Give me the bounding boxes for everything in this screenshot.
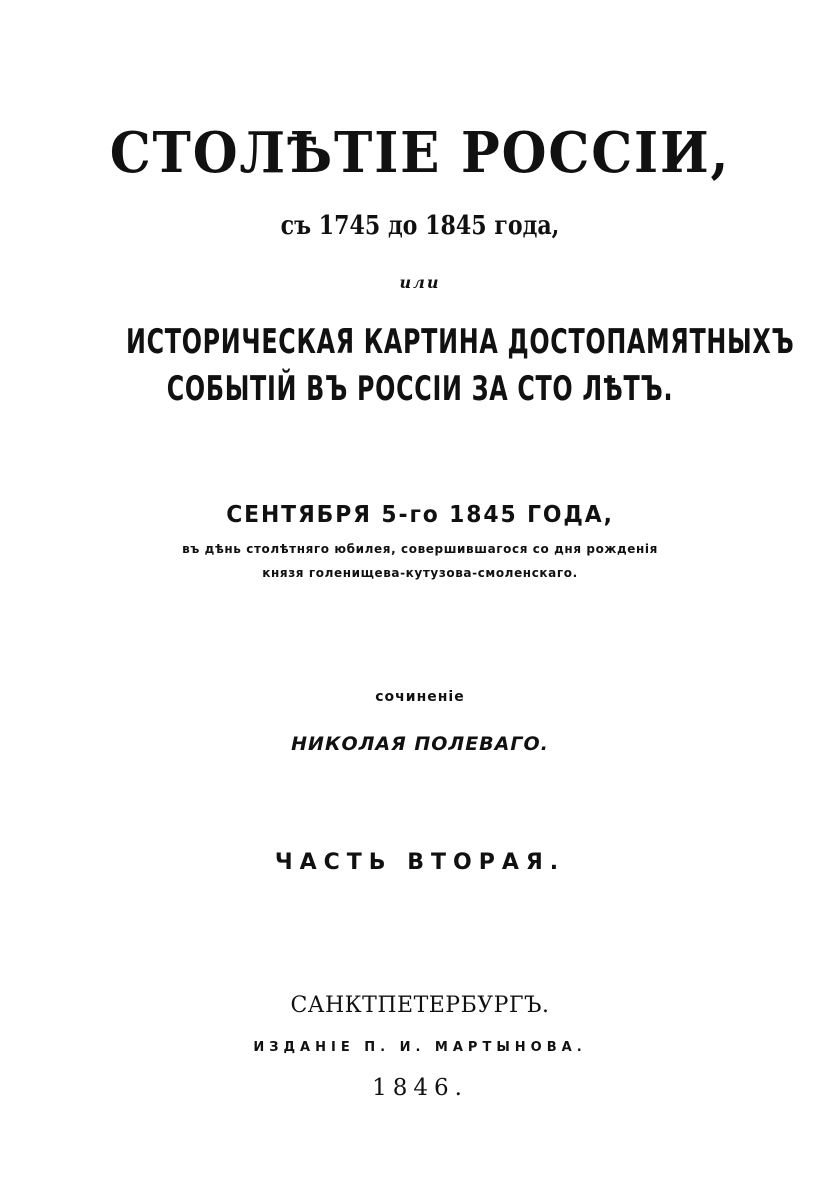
work-label: сочиненіе — [375, 689, 465, 705]
jubilee-line-2: князя голенищева-кутузова-смоленскаго. — [262, 566, 578, 580]
jubilee-line-1: въ дѣнь столѣтняго юбилея, совершившагося со дня рожденія — [182, 542, 658, 556]
author-name: НИКОЛАЯ ПОЛЕВАГО. — [291, 733, 549, 755]
or-line: или — [399, 273, 441, 292]
date-line: СЕНТЯБРЯ 5-го 1845 ГОДА, — [226, 502, 614, 528]
publisher-line: ИЗДАНІЕ П. И. МАРТЫНОВА. — [253, 1040, 587, 1055]
book-title: СТОЛѢТІЕ РОССІИ, — [109, 120, 731, 186]
subtitle-line-1: ИСТОРИЧЕСКАЯ КАРТИНА ДОСТОПАМЯТНЫХЪ — [126, 322, 795, 362]
part-label: ЧАСТЬ ВТОРАЯ. — [274, 850, 566, 875]
publication-year: 1846. — [372, 1075, 468, 1101]
subtitle-line-2: СОБЫТІЙ ВЪ РОССІИ ЗА СТО ЛѢТЪ. — [166, 369, 674, 409]
publication-city: САНКТПЕТЕРБУРГЪ. — [290, 993, 550, 1018]
years-line: съ 1745 до 1845 года, — [280, 211, 560, 241]
